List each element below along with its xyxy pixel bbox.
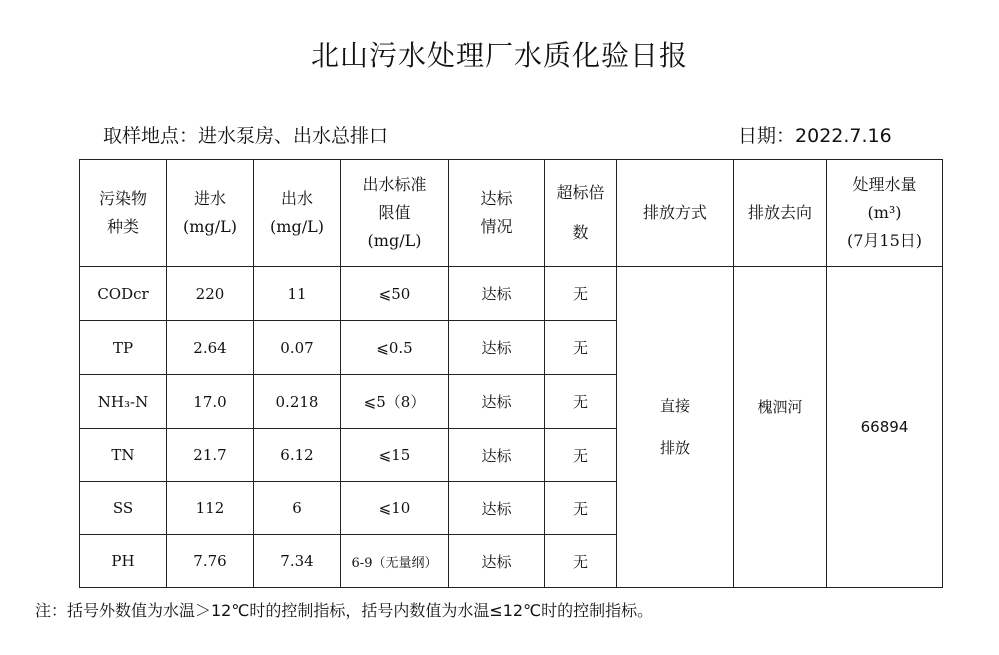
header-inflow-line2: (mg/L) [183, 217, 237, 236]
limit-value: ⩽10 [341, 482, 449, 535]
limit-value: ⩽50 [341, 267, 449, 321]
header-discharge-dest: 排放去向 [734, 160, 827, 267]
date-label: 日期： [738, 125, 796, 147]
header-exceed-line1: 超标倍 [556, 183, 605, 202]
outflow-value: 6.12 [254, 429, 341, 482]
header-standard-line2: 限值 [378, 203, 411, 222]
header-pollutant [80, 160, 167, 267]
discharge-method-line1: 直接 [659, 397, 690, 415]
inflow-value: 17.0 [167, 375, 254, 429]
header-volume-line2: (m³) [867, 203, 902, 222]
header-inflow-line1: 进水 [193, 189, 226, 208]
header-volume-line3: (7月15日) [846, 231, 923, 250]
inflow-value: 112 [167, 482, 254, 535]
compliance-status: 达标 [449, 482, 545, 535]
exceed-multiple: 无 [545, 429, 617, 482]
header-pollutant-line2: 种类 [106, 217, 139, 236]
compliance-status: 达标 [449, 429, 545, 482]
water-quality-table [79, 159, 943, 588]
header-inflow [167, 160, 254, 267]
outflow-value: 0.07 [254, 321, 341, 375]
table-row [80, 267, 943, 321]
pollutant-name: PH [80, 535, 167, 588]
inflow-value: 7.76 [167, 535, 254, 588]
discharge-method-line2: 排放 [659, 439, 690, 457]
compliance-status: 达标 [449, 535, 545, 588]
header-standard-line1: 出水标准 [362, 175, 427, 194]
header-volume-line1: 处理水量 [852, 175, 917, 194]
header-pollutant-line1: 污染物 [98, 189, 147, 208]
header-standard [341, 160, 449, 267]
footnote: 注：括号外数值为水温＞12℃时的控制指标，括号内数值为水温≤12℃时的控制指标。 [35, 601, 654, 620]
limit-value: ⩽0.5 [341, 321, 449, 375]
exceed-multiple: 无 [545, 535, 617, 588]
outflow-value: 7.34 [254, 535, 341, 588]
header-compliance-line1: 达标 [480, 189, 513, 208]
inflow-value: 21.7 [167, 429, 254, 482]
pollutant-name: TN [80, 429, 167, 482]
compliance-status: 达标 [449, 267, 545, 321]
report-date [738, 121, 892, 148]
outflow-value: 0.218 [254, 375, 341, 429]
header-compliance [449, 160, 545, 267]
compliance-status: 达标 [449, 375, 545, 429]
header-compliance-line2: 情况 [480, 217, 513, 236]
discharge-method-cell [617, 267, 734, 588]
pollutant-name: SS [80, 482, 167, 535]
date-value: 2022.7.16 [795, 125, 892, 147]
header-exceed [545, 160, 617, 267]
limit-value: ⩽5（8） [341, 375, 449, 429]
header-exceed-line2: 数 [572, 223, 589, 242]
exceed-multiple: 无 [545, 375, 617, 429]
outflow-value: 6 [254, 482, 341, 535]
inflow-value: 220 [167, 267, 254, 321]
pollutant-name: CODcr [80, 267, 167, 321]
pollutant-name: NH₃-N [80, 375, 167, 429]
header-volume [827, 160, 943, 267]
header-standard-line3: (mg/L) [367, 231, 422, 250]
inflow-value: 2.64 [167, 321, 254, 375]
header-discharge-method: 排放方式 [617, 160, 734, 267]
compliance-status: 达标 [449, 321, 545, 375]
header-outflow-line2: (mg/L) [270, 217, 324, 236]
outflow-value: 11 [254, 267, 341, 321]
report-title: 北山污水处理厂水质化验日报 [310, 39, 688, 72]
treated-volume: 66894 [827, 267, 943, 588]
exceed-multiple: 无 [545, 267, 617, 321]
header-outflow-line1: 出水 [280, 189, 313, 208]
header-outflow [254, 160, 341, 267]
discharge-dest-cell: 槐泗河 [734, 267, 827, 588]
limit-value: ⩽15 [341, 429, 449, 482]
limit-value: 6-9（无量纲） [341, 535, 449, 588]
pollutant-name: TP [80, 321, 167, 375]
exceed-multiple: 无 [545, 321, 617, 375]
sampling-location: 取样地点：进水泵房、出水总排口 [103, 125, 389, 147]
exceed-multiple: 无 [545, 482, 617, 535]
